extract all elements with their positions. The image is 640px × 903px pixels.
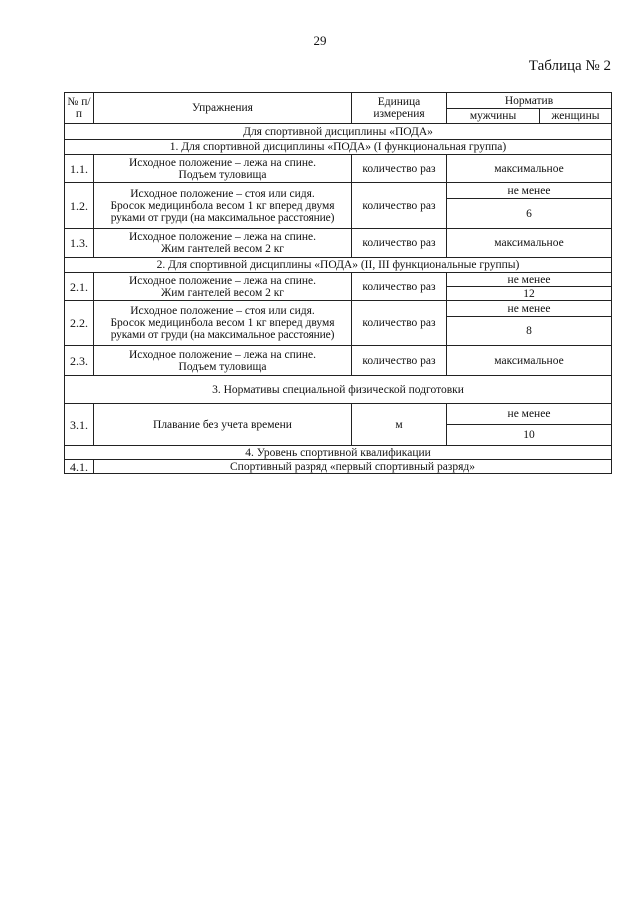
exercise-cell: Плавание без учета времени bbox=[94, 404, 352, 446]
section-header bbox=[65, 446, 612, 460]
exercise-cell bbox=[94, 301, 352, 346]
section3-title: 3. Нормативы специальной физической подготовки bbox=[65, 376, 612, 404]
discipline-title: Для спортивной дисциплины «ПОДА» bbox=[65, 124, 612, 140]
table-row bbox=[65, 404, 612, 425]
qualification-cell: Спортивный разряд «первый спортивный разряд» bbox=[94, 460, 612, 474]
exercise-line: Исходное положение – лежа на спине. bbox=[128, 274, 317, 287]
header-norm: Норматив bbox=[447, 93, 612, 109]
exercise-cell bbox=[94, 229, 352, 258]
table-row bbox=[65, 229, 612, 258]
header-men: мужчины bbox=[447, 109, 540, 124]
header-num: № п/п bbox=[65, 93, 94, 124]
discipline-row bbox=[65, 124, 612, 140]
norm-value: 8 bbox=[447, 317, 612, 346]
row-num: 2.1. bbox=[65, 273, 94, 301]
header-row bbox=[65, 93, 612, 109]
table-row bbox=[65, 155, 612, 183]
row-num: 1.2. bbox=[65, 183, 94, 229]
norm-value: 12 bbox=[447, 287, 612, 301]
norm-label: не менее bbox=[447, 183, 612, 199]
section2-title: 2. Для спортивной дисциплины «ПОДА» (II, III функциональные группы) bbox=[65, 258, 612, 273]
row-num: 1.1. bbox=[65, 155, 94, 183]
exercise-line: Исходное положение – лежа на спине. bbox=[128, 231, 317, 243]
exercise-line: Подъем туловища bbox=[178, 168, 267, 181]
norm-value: 6 bbox=[447, 199, 612, 229]
row-num: 3.1. bbox=[65, 404, 94, 446]
norm-cell: максимальное bbox=[447, 346, 612, 376]
unit-cell: количество раз bbox=[352, 183, 447, 229]
exercise-line: руками от груди (на максимальное расстояние) bbox=[110, 211, 335, 224]
unit-cell: количество раз bbox=[352, 155, 447, 183]
exercise-cell bbox=[94, 183, 352, 229]
exercise-line: Исходное положение – стоя или сидя. bbox=[130, 187, 315, 200]
row-num: 4.1. bbox=[65, 460, 94, 474]
exercise-line: Жим гантелей весом 2 кг bbox=[160, 286, 285, 299]
norms-table bbox=[64, 92, 612, 474]
exercise-cell bbox=[94, 273, 352, 301]
norm-label: не менее bbox=[447, 404, 612, 425]
norm-cell: максимальное bbox=[447, 229, 612, 258]
norm-label: не менее bbox=[447, 273, 612, 287]
table-row bbox=[65, 346, 612, 376]
section-header bbox=[65, 140, 612, 155]
header-exercise: Упражнения bbox=[94, 93, 352, 124]
unit-cell: количество раз bbox=[352, 301, 447, 346]
unit-cell: количество раз bbox=[352, 273, 447, 301]
exercise-line: Исходное положение – стоя или сидя. bbox=[130, 305, 315, 317]
unit-cell: количество раз bbox=[352, 229, 447, 258]
exercise-cell bbox=[94, 346, 352, 376]
row-num: 2.3. bbox=[65, 346, 94, 376]
table-row bbox=[65, 273, 612, 287]
norm-label: не менее bbox=[447, 301, 612, 317]
norm-cell: максимальное bbox=[447, 155, 612, 183]
exercise-line: Исходное положение – лежа на спине. bbox=[128, 156, 317, 169]
row-num: 1.3. bbox=[65, 229, 94, 258]
row-num: 2.2. bbox=[65, 301, 94, 346]
exercise-cell bbox=[94, 155, 352, 183]
table-row bbox=[65, 460, 612, 474]
unit-cell: м bbox=[352, 404, 447, 446]
exercise-line: руками от груди (на максимальное расстояние) bbox=[110, 329, 335, 341]
exercise-line: Бросок медицинбола весом 1 кг вперед двумя bbox=[110, 199, 335, 212]
header-unit: Единица измерения bbox=[352, 93, 447, 124]
section4-title: 4. Уровень спортивной квалификации bbox=[65, 446, 612, 460]
table-caption: Таблица № 2 bbox=[528, 58, 611, 74]
header-women: женщины bbox=[540, 109, 612, 124]
exercise-line: Жим гантелей весом 2 кг bbox=[160, 243, 285, 255]
unit-cell: количество раз bbox=[352, 346, 447, 376]
exercise-line: Бросок медицинбола весом 1 кг вперед двумя bbox=[110, 317, 335, 329]
table-row bbox=[65, 183, 612, 199]
exercise-line: Подъем туловища bbox=[178, 360, 267, 373]
table-row bbox=[65, 301, 612, 317]
norm-value: 10 bbox=[447, 425, 612, 446]
page-number: 29 bbox=[313, 33, 327, 48]
section-header bbox=[65, 258, 612, 273]
exercise-line: Исходное положение – лежа на спине. bbox=[128, 348, 317, 361]
section1-title: 1. Для спортивной дисциплины «ПОДА» (I функциональная группа) bbox=[65, 140, 612, 155]
section-header bbox=[65, 376, 612, 404]
